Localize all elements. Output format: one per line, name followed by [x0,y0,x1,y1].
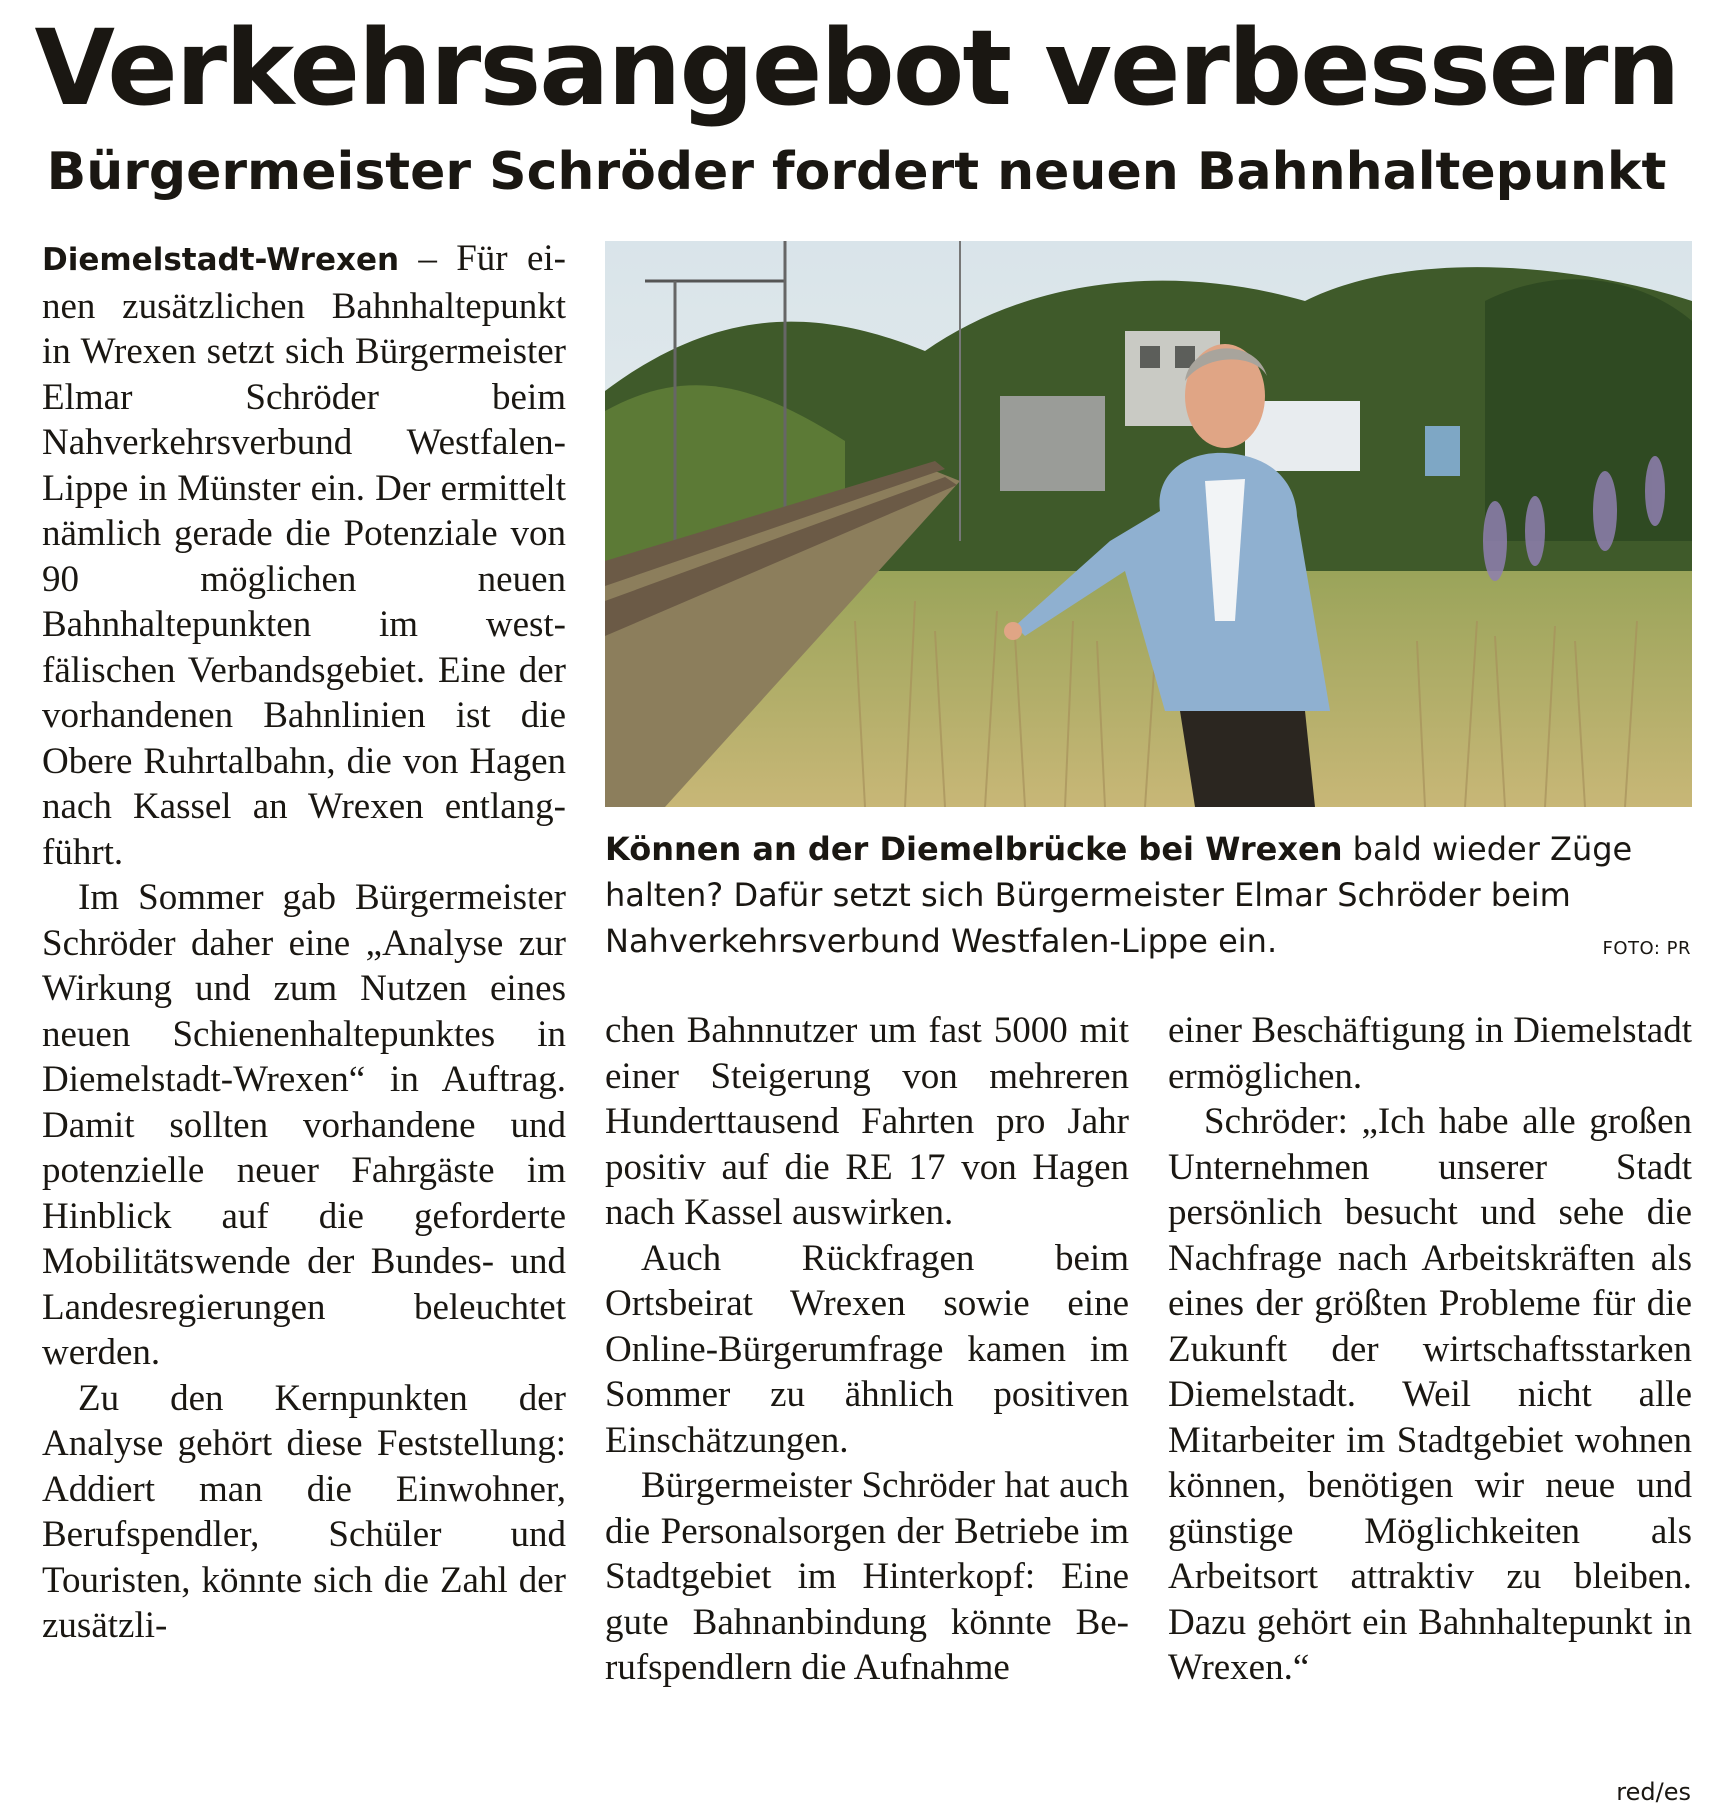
paragraph-1-text: – Für einen zusätzlichen Bahnhaltepunkt in Wrexen setzt sich Bürgermeister Elmar Schröder beim Nahverkehrsverbund Westfalen-Lippe in Münster ein. Der ermittelt nämlich gerade die Potenziale von 90 möglichen neuen Bahnhaltepunkten im westfälischen Verbandsgebiet. Eine der vorhandenen Bahnlinien ist die Obere Ruhrtalbahn, die von Hagen nach Kassel an Wrexen entlangführt. [42,238,566,873]
paragraph-5-continued: einer Beschäftigung in Diemelstadt ermöglichen. [1168,1010,1692,1097]
paragraph-6: Schröder: „Ich habe alle großen Unternehmen unserer Stadt persönlich besucht und sehe die Nachfrage nach Arbeitskräften als eines der größten Probleme für die Zukunft der wirtschaftsstarken Diemelstadt. Weil nicht alle Mitarbeiter im Stadtgebiet wohnen können, benötigen wir neue und günstige Möglichkeiten als Arbeitsort attraktiv zu bleiben. Dazu gehört ein Bahnhaltepunkt in Wrexen.“ [1168,1101,1692,1688]
text-column-3 [1168,1008,1692,1691]
paragraph-1 [42,236,566,875]
dateline: Diemelstadt-Wrexen [42,242,400,278]
author-signature: red/es [1616,1778,1691,1806]
photo-credit: FOTO: PR [1602,938,1691,959]
caption-text: bald wieder Züge halten? Dafür setzt sich Bürgermeister Elmar Schröder beim Nahverkehrsverbund Westfalen-Lippe ein. [605,830,1633,960]
text-column-1 [42,236,566,1649]
paragraph-3-continued: chen Bahnnutzer um fast 5000 mit einer Steigerung von mehreren Hunderttausend Fahrten pro Jahr positiv auf die RE 17 von Hagen nach Kassel auswirken. [605,1010,1129,1233]
photo-caption [605,826,1692,964]
caption-lead: Können an der Diemelbrücke bei Wrexen [605,830,1343,868]
subheadline: Bürgermeister Schröder fordert neuen Bahnhaltepunkt [46,142,1667,202]
paragraph-5-start: Bürgermeister Schröder hat auch die Personalsorgen der Betriebe im Stadtgebiet im Hinterkopf: Eine gute Bahnanbindung könnte Berufspendlern die Aufnahme [605,1465,1129,1688]
headline: Verkehrsangebot verbessern [34,7,1679,129]
paragraph-2: Im Sommer gab Bürgermeister Schröder daher eine „Analyse zur Wirkung und zum Nutzen eines neuen Schienenhaltepunktes in Diemelstadt-Wrexen“ in Auftrag. Damit sollten vorhandene und potenzielle neuer Fahrgäste im Hinblick auf die geforderte Mobilitätswende der Bundes- und Landesregierungen beleuchtet werden. [42,877,566,1373]
photo-railway-mayor [605,241,1692,807]
paragraph-3-start: Zu den Kernpunkten der Analyse gehört diese Feststellung: Addiert man die Einwohner, Berufspendler, Schüler und Touristen, könnte sich die Zahl der zusätzli- [42,1377,566,1646]
text-column-2 [605,1008,1129,1691]
paragraph-4: Auch Rückfragen beim Ortsbeirat Wrexen sowie eine Online-Bürgerumfrage kamen im Sommer zu ähnlich positiven Einschätzungen. [605,1237,1129,1461]
article-photo [605,241,1692,807]
